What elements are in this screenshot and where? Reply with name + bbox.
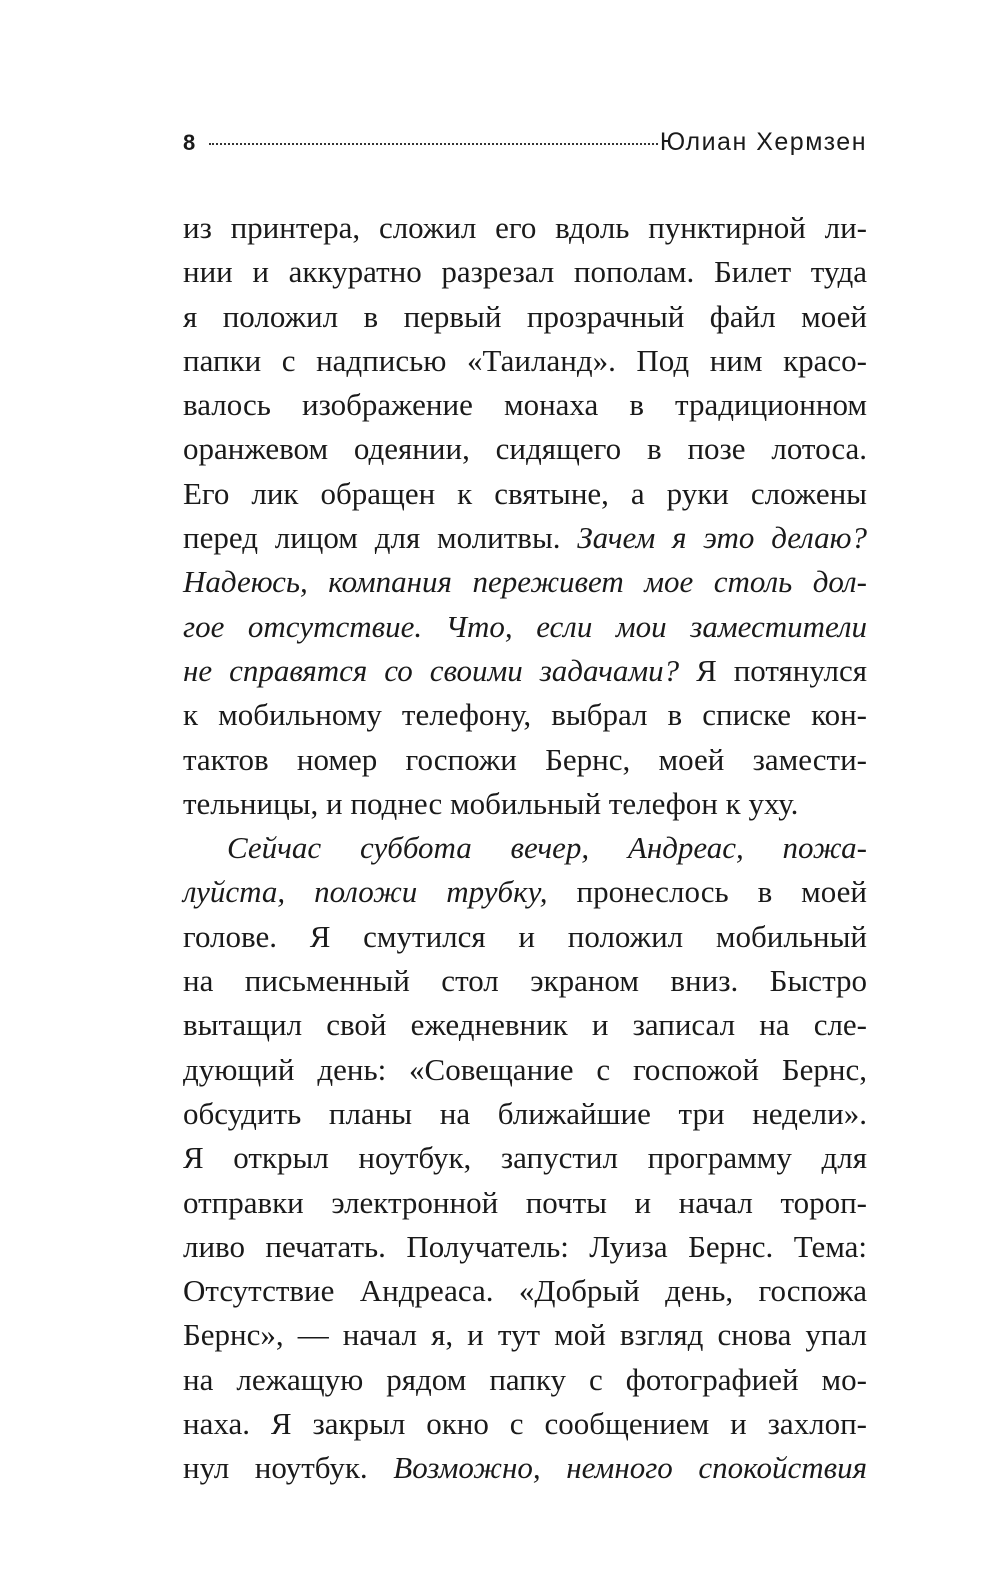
text-line: дующий день: «Совещание с госпожой Бернс, — [183, 1051, 867, 1087]
italic-text: не справятся со своими задачами? — [183, 652, 680, 688]
text-line: Отсутствие Андреаса. «Добрый день, госпожа — [183, 1273, 867, 1309]
text-line: Бернс», — начал я, и тут мой взгляд снова упал — [183, 1317, 867, 1353]
text-line: гое отсутствие. Что, если мои заместители — [183, 608, 867, 644]
dotted-leader — [209, 143, 658, 145]
text-line: из принтера, сложил его вдоль пунктирной ли- — [183, 210, 867, 245]
text-line: Я открыл ноутбук, запустил программу для — [183, 1140, 867, 1176]
text-line: Его лик обращен к святыне, а руки сложены — [183, 475, 867, 511]
italic-text: Зачем я это делаю? — [577, 520, 867, 556]
text-line: тактов номер госпожи Бернс, моей замести- — [183, 741, 867, 777]
text-line: я положил в первый прозрачный файл моей — [183, 298, 867, 334]
text-line: тельницы, и поднес мобильный телефон к уху. — [183, 785, 799, 821]
text-line: не справятся со своими задачами? Я потянулся — [183, 652, 867, 688]
text-line: Сейчас суббота вечер, Андреас, пожа- — [227, 830, 867, 866]
text-line: нул ноутбук. Возможно, немного спокойствия — [183, 1450, 868, 1486]
body-text — [183, 206, 867, 1491]
text-line: голове. Я смутился и положил мобильный — [183, 918, 867, 954]
text-line: наха. Я закрыл окно с сообщением и захлоп- — [183, 1406, 867, 1442]
text-line: Надеюсь, компания переживет мое столь дол- — [183, 564, 867, 600]
text-line: луйста, положи трубку, пронеслось в моей — [183, 874, 868, 910]
text-line: папки с надписью «Таиланд». Под ним красо- — [183, 342, 867, 378]
text-line: на лежащую рядом папку с фотографией мо- — [183, 1361, 867, 1397]
italic-text: Возможно, немного спокойствия — [393, 1450, 868, 1486]
page-number: 8 — [183, 130, 196, 155]
text-line: отправки электронной почты и начал тороп- — [183, 1184, 867, 1220]
italic-text: луйста, положи трубку, — [183, 874, 548, 910]
text-line: вытащил свой ежедневник и записал на сле- — [183, 1007, 867, 1043]
text-line: к мобильному телефону, выбрал в списке кон- — [183, 697, 867, 733]
author-name: Юлиан Хермзен — [659, 128, 867, 156]
text-line: на письменный стол экраном вниз. Быстро — [183, 963, 867, 999]
running-header — [183, 128, 867, 168]
text-line: ливо печатать. Получатель: Луиза Бернс. Тема: — [183, 1228, 867, 1264]
text-line: валось изображение монаха в традиционном — [183, 387, 867, 423]
text-line: перед лицом для молитвы. Зачем я это делаю? — [183, 520, 867, 556]
text-line: оранжевом одеянии, сидящего в позе лотоса. — [183, 431, 867, 467]
text-line: нии и аккуратно разрезал пополам. Билет туда — [183, 254, 867, 290]
text-line: обсудить планы на ближайшие три недели». — [183, 1095, 867, 1131]
